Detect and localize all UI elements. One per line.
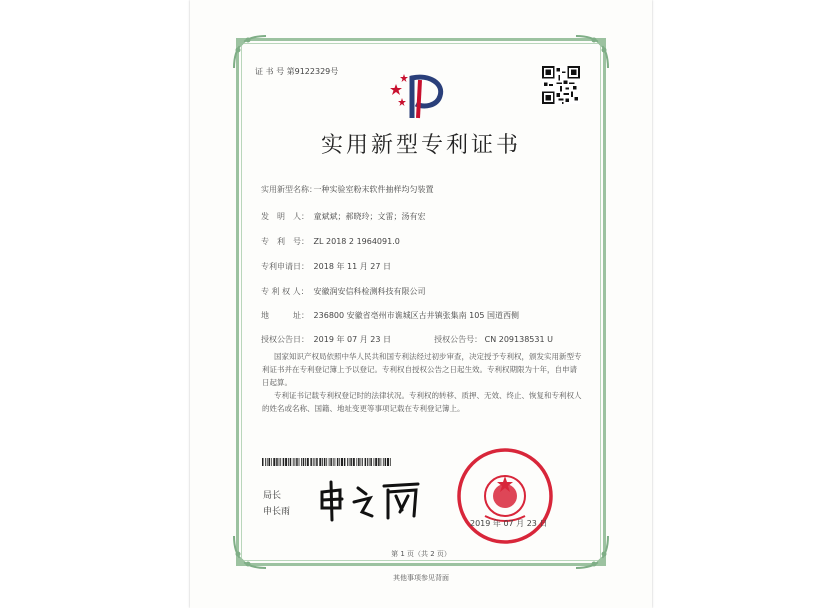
field-label: 发 明 人： — [261, 212, 309, 221]
field-label: 专 利 权 人： — [261, 287, 309, 296]
field-utility-model-name — [261, 184, 434, 195]
field-label: 授权公告号： — [434, 335, 483, 344]
official-seal-icon — [455, 446, 555, 546]
field-value: 童斌斌；郝晓玲；文雷；汤有宏 — [313, 212, 426, 221]
director-name: 申长雨 — [263, 507, 291, 517]
field-label: 实用新型名称： — [261, 185, 317, 194]
qr-code-icon — [542, 66, 580, 104]
body-paragraph-2: 专利证书记载专利权登记时的法律状况。专利权的转移、质押、无效、终止、恢复和专利权人的姓名或名称、国籍、地址变更等事项记载在专利登记簿上。 — [262, 391, 582, 413]
field-label: 授权公告日： — [261, 335, 309, 344]
certificate-number: 证 书 号 第9122329号 — [255, 67, 339, 76]
certificate-title: 实用新型专利证书 — [320, 133, 521, 158]
field-patent-number — [261, 236, 400, 247]
field-value: 236800 安徽省亳州市谯城区古井镇张集南 105 国道西侧 — [313, 311, 519, 320]
footer-note: 其他事项参见背面 — [393, 574, 449, 582]
field-application-date — [261, 261, 391, 272]
barcode-icon — [262, 458, 392, 466]
handwritten-signature-icon — [318, 478, 428, 522]
patent-office-logo-icon — [390, 68, 450, 120]
field-value: 2018 年 11 月 27 日 — [313, 262, 391, 271]
seal-date: 2019 年 07 月 23 日 — [470, 519, 548, 528]
director-title: 局长 — [263, 491, 282, 501]
field-label: 专利申请日： — [261, 262, 309, 271]
field-grant-announcement — [261, 334, 553, 345]
page-number: 第 1 页（共 2 页） — [391, 550, 451, 558]
field-address — [261, 310, 519, 321]
field-value: 一种实验室粉末软件抽样均匀装置 — [313, 185, 434, 194]
field-label: 专 利 号： — [261, 237, 309, 246]
field-value: 安徽润安信科检测科技有限公司 — [313, 287, 426, 296]
field-patentee — [261, 286, 426, 297]
field-label: 地 址： — [261, 311, 309, 320]
field-value: 2019 年 07 月 23 日 — [313, 335, 391, 344]
body-paragraph-1: 国家知识产权局依照中华人民共和国专利法经过初步审查，决定授予专利权，颁发实用新型专利证书并在专利登记簿上予以登记。专利权自授权公告之日起生效。专利权期限为十年，自申请日起算。 — [262, 352, 582, 387]
field-value: ZL 2018 2 1964091.0 — [313, 237, 400, 246]
field-value: CN 209138531 U — [484, 335, 553, 344]
field-inventors — [261, 211, 426, 222]
